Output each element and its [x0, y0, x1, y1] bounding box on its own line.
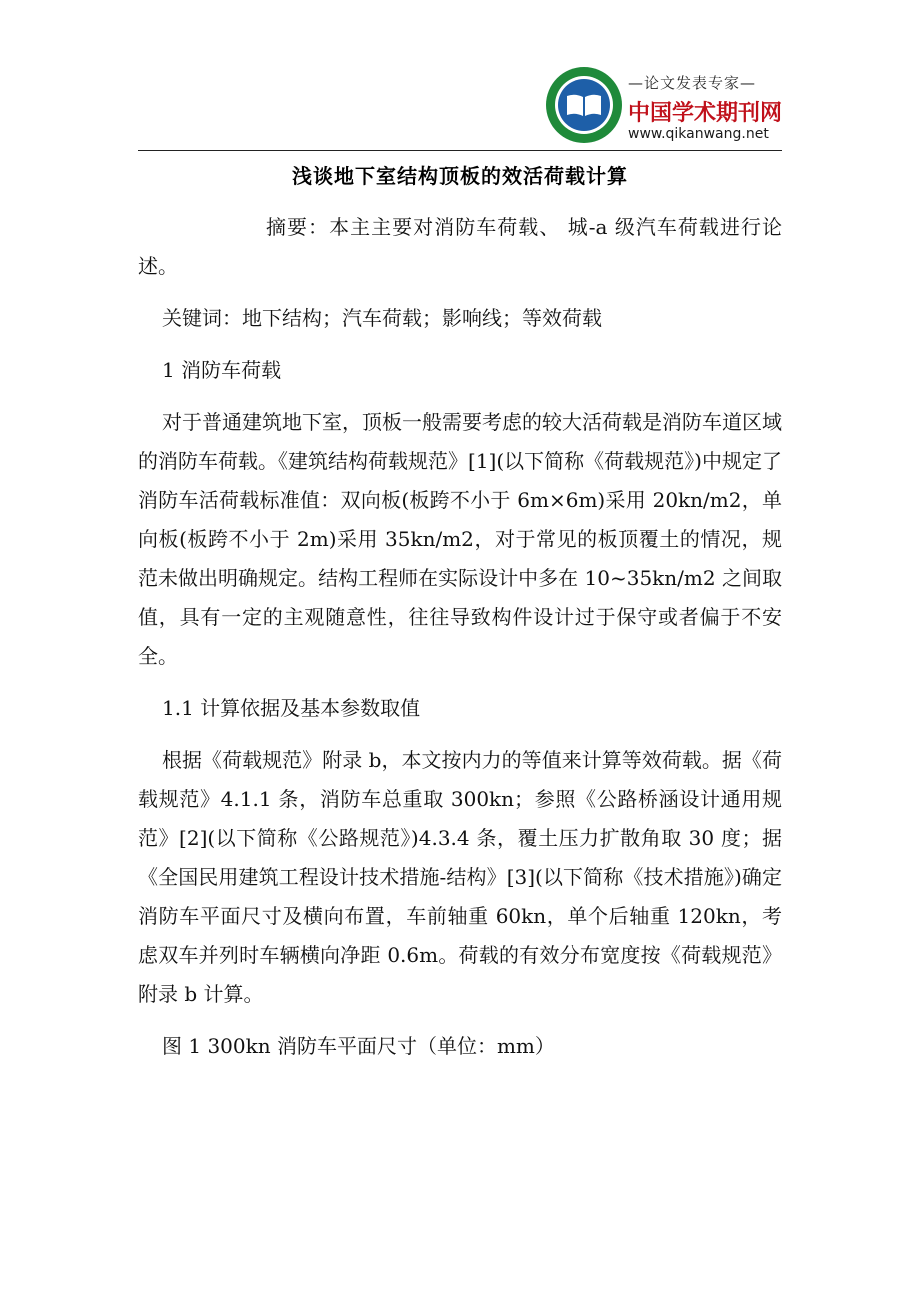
header-divider	[138, 150, 782, 151]
section-1-1-heading: 1.1 计算依据及基本参数取值	[162, 696, 421, 720]
document-body	[138, 208, 782, 1066]
abstract-paragraph: 摘要：本主主要对消防车荷载、 城-a 级汽车荷载进行论述。	[138, 215, 782, 278]
section-1-paragraph: 对于普通建筑地下室，顶板一般需要考虑的较大活荷载是消防车道区域的消防车荷载。《建筑结构荷载规范》[1](以下简称《荷载规范》)中规定了消防车活荷载标准值：双向板(板跨不小于 6m×6m)采用 20kn/m2，单向板(板跨不小于 2m)采用 35kn/m2，对于常见的板顶覆土的情况，规范未做出明确规定。结构工程师在实际设计中多在 10~35kn/m2 之间取值，具有一定的主观随意性，往往导致构件设计过于保守或者偏于不安全。	[138, 410, 782, 668]
logo-tagline: —论文发表专家—	[628, 74, 757, 92]
logo-seal	[545, 66, 623, 144]
logo-name[interactable]: 中国学术期刊网	[628, 101, 783, 126]
keywords-line: 关键词：地下结构；汽车荷载；影响线；等效荷载	[162, 306, 602, 330]
document-title: 浅谈地下室结构顶板的效活荷载计算	[292, 164, 628, 188]
section-1-heading: 1 消防车荷载	[162, 358, 282, 382]
page-header	[0, 0, 920, 150]
section-1-1-paragraph: 根据《荷载规范》附录 b，本文按内力的等值来计算等效荷载。据《荷载规范》4.1.1 条，消防车总重取 300kn；参照《公路桥涵设计通用规范》[2](以下简称《公路规范》)4.3.4 条，覆土压力扩散角取 30 度；据《全国民用建筑工程设计技术措施-结构》[3](以下简称《技术措施》)确定消防车平面尺寸及横向布置，车前轴重 60kn，单个后轴重 120kn，考虑双车并列时车辆横向净距 0.6m。荷载的有效分布宽度按《荷载规范》附录 b 计算。	[138, 748, 782, 1006]
seal-core	[558, 79, 610, 131]
figure-caption: 图 1 300kn 消防车平面尺寸（单位：mm）	[162, 1034, 555, 1058]
logo-url[interactable]: www.qikanwang.net	[628, 126, 769, 142]
